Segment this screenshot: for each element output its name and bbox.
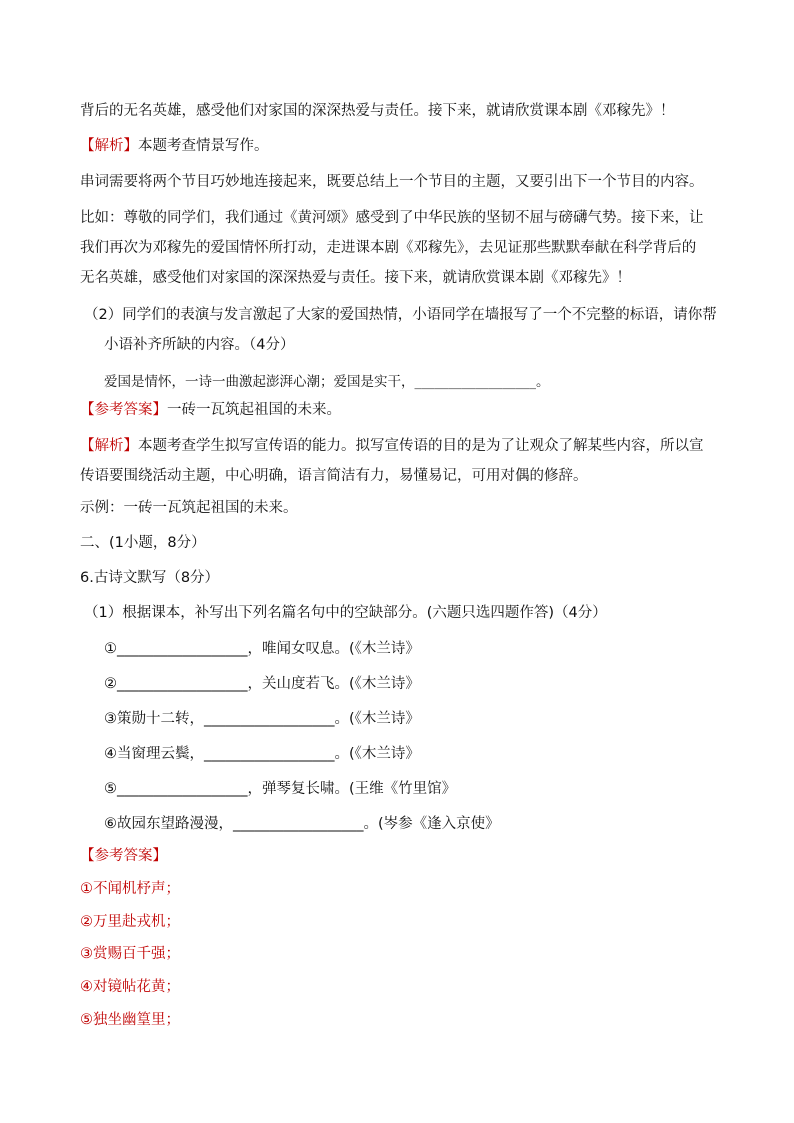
example-line: 示例：一砖一瓦筑起祖国的未来。 bbox=[80, 500, 298, 516]
answer-item: ①不闻机杼声； bbox=[80, 881, 180, 897]
paragraph-2-line-1: 比如：尊敬的同学们，我们通过《黄河颂》感受到了中华民族的坚韧不屈与磅礴气势。接下来，让 bbox=[80, 210, 704, 226]
fill-item: ①__________________，唯闻女叹息。(《木兰诗》 bbox=[104, 641, 420, 657]
question-6-title: 6.古诗文默写（8分） bbox=[80, 570, 220, 586]
question-2-line-1: （2）同学们的表演与发言激起了大家的爱国热情，小语同学在墙报写了一个不完整的标语，请你帮 bbox=[84, 307, 717, 323]
paragraph-1: 串词需要将两个节目巧妙地连接起来，既要总结上一个节目的主题，又要引出下一个节目的内容。 bbox=[80, 174, 704, 190]
analysis-2-line-1 bbox=[80, 436, 704, 456]
answer-item: ③赏赐百千强； bbox=[80, 946, 180, 962]
analysis-text: 本题考查学生拟写宣传语的能力。拟写宣传语的目的是为了让观众了解某些内容，所以宣 bbox=[138, 438, 704, 454]
part-two-heading: 二、(1小题，8分） bbox=[80, 535, 206, 551]
fill-item: ⑤__________________，弹琴复长啸。(王维《竹里馆》 bbox=[104, 781, 457, 797]
answer-item: ②万里赴戎机； bbox=[80, 914, 180, 930]
slogan-line: 爱国是情怀，一诗一曲激起澎湃心潮；爱国是实干，__________________。 bbox=[104, 374, 550, 390]
answer-item: ⑤独坐幽篁里； bbox=[80, 1012, 180, 1028]
fill-item: ③策勋十二转，__________________。(《木兰诗》 bbox=[104, 711, 420, 727]
analysis-tag: 【解析】 bbox=[80, 138, 138, 154]
question-6-sub: （1）根据课本，补写出下列名篇名句中的空缺部分。(六题只选四题作答)（4分） bbox=[84, 605, 607, 621]
reference-tag: 【参考答案】 bbox=[80, 402, 167, 418]
fill-item: ④当窗理云鬓，__________________。(《木兰诗》 bbox=[104, 746, 420, 762]
analysis-1 bbox=[80, 136, 269, 156]
reference-text: 一砖一瓦筑起祖国的未来。 bbox=[167, 402, 341, 418]
answer-item: ④对镜帖花黄； bbox=[80, 979, 180, 995]
intro-line bbox=[80, 101, 675, 121]
intro-text: 背后的无名英雄，感受他们对家国的深深热爱与责任。接下来，就请欣赏课本剧《邓稼先》！ bbox=[80, 103, 675, 119]
paragraph-2-line-2: 我们再次为邓稼先的爱国情怀所打动，走进课本剧《邓稼先》，去见证那些默默奉献在科学背后的 bbox=[80, 240, 697, 256]
analysis-text: 本题考查情景写作。 bbox=[138, 138, 269, 154]
question-2-line-2: 小语补齐所缺的内容。（4分） bbox=[104, 337, 295, 353]
reference-answer-2 bbox=[80, 400, 341, 420]
analysis-tag: 【解析】 bbox=[80, 438, 138, 454]
fill-item: ②__________________，关山度若飞。(《木兰诗》 bbox=[104, 676, 420, 692]
paragraph-2-line-3: 无名英雄，感受他们对家国的深深热爱与责任。接下来，就请欣赏课本剧《邓稼先》！ bbox=[80, 270, 631, 286]
fill-item: ⑥故园东望路漫漫，__________________。(岑参《逢入京使》 bbox=[104, 816, 500, 832]
reference-answer-heading: 【参考答案】 bbox=[80, 848, 167, 864]
analysis-2-line-2: 传语要围绕活动主题，中心明确，语言简洁有力，易懂易记，可用对偶的修辞。 bbox=[80, 468, 588, 484]
